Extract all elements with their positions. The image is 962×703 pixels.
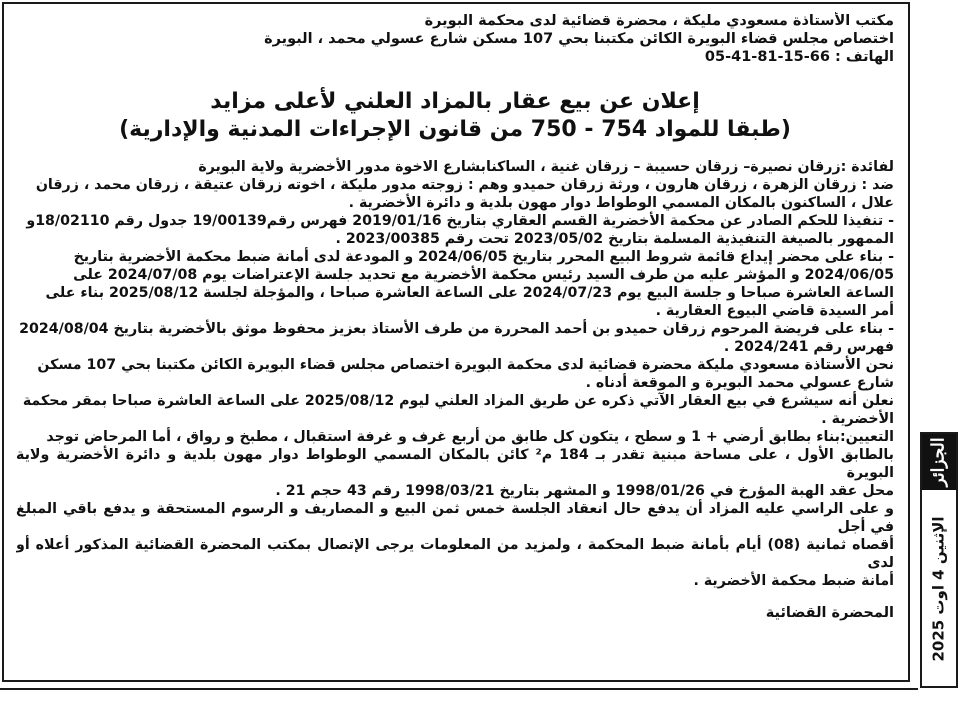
body-line: نحن الأستاذة مسعودي مليكة محضرة قضائية لدى محكمة البويرة اختصاص مجلس قضاء البويرة الكائن مكتبنا بحي 107 مسكن — [37, 357, 894, 373]
body-line: - بناء على محضر إيداع قائمة شروط البيع المحرر بتاريخ 2024/06/05 و المودعة لدى أمانة ضبط محكمة الأخضرية بتاريخ — [73, 249, 894, 265]
party-line: علال ، الساكنون بالمكان المسمي الوطواط دوار مهون بلدية و دائرة الأخضرية . — [348, 195, 894, 211]
body-line: أمر السيدة قاضي البيوع العقارية . — [655, 303, 894, 319]
party-line: لفائدة :زرقان نصيرة– زرقان حسيبة – زرقان غنية ، الساكنابشارع الاخوة مدور الأخضرية ولاية البويرة — [198, 159, 894, 175]
auction-notice — [2, 2, 910, 682]
body-line: التعيين:بناء بطابق أرضي + 1 و سطح ، يتكون كل طابق من أربع غرف و غرفة استقبال ، مطبخ و رواق ، أما المرحاض توجد — [46, 429, 894, 445]
body-line: نعلن أنه سيشرع في بيع العقار الآتي ذكره عن طريق المزاد العلني ليوم 2025/08/12 على الساعة العاشرة صباحا بمقر محكمة — [22, 393, 894, 409]
notice-title: إعلان عن بيع عقار بالمزاد العلني لأعلى مزايد — [210, 89, 700, 114]
office-header — [16, 12, 894, 66]
newspaper-side-strip — [920, 432, 958, 688]
notice-content — [16, 12, 894, 674]
body-line: الأخضرية . — [821, 411, 894, 427]
notice-titles — [16, 88, 894, 144]
body-line: فهرس رقم 2024/241 . — [723, 339, 894, 355]
party-line: ضد : زرقان الزهرة ، زرقان هارون ، ورثة زرقان حميدو وهم : زوجته مدور مليكة ، اخوته زرقان عتيقة ، زرقان محمد ، زرقان — [35, 177, 894, 193]
body-line: 2024/06/05 و المؤشر عليه من طرف السيد رئيس محكمة الأخضرية مع تحديد جلسة الإعتراضات يوم 2024/07/08 على — [73, 267, 894, 283]
newspaper-logo — [922, 434, 956, 490]
newspaper-logo-text: الجزائر — [929, 437, 949, 487]
body-line: شارع عسولي محمد البويرة و الموقعة أدناه . — [585, 375, 894, 391]
body-line: - بناء على فريضة المرحوم زرقان حميدو بن أحمد المحررة من طرف الأستاذ بعزيز محفوظ موثق بالأخضرية بتاريخ 2024/08/04 — [19, 321, 894, 337]
body-line: أمانة ضبط محكمة الأخضرية . — [693, 573, 894, 589]
office-name: مكتب الأستاذة مسعودي مليكة ، محضرة قضائية لدى محكمة البويرة — [424, 13, 894, 29]
body-line: و على الراسي عليه المزاد أن يدفع حال انعقاد الجلسة خمس ثمن البيع و المصاريف و الرسوم المستحقة و يدفع باقي المبلغ في أجل — [16, 501, 894, 535]
issue-date-text: الإثنين 4 اوت 2025 — [930, 516, 948, 662]
parties-section — [16, 158, 894, 212]
office-address: اختصاص مجلس قضاء البويرة الكائن مكتبنا بحي 107 مسكن شارع عسولي محمد ، البويرة — [264, 31, 894, 47]
notice-body — [16, 212, 894, 590]
body-line: محل عقد الهبة المؤرخ في 1998/01/26 و المشهر بتاريخ 1998/03/21 رقم 43 حجم 21 . — [275, 483, 894, 499]
notice-subtitle: (طبقا للمواد 754 - 750 من قانون الإجراءات المدنية والإدارية) — [119, 117, 791, 142]
body-line: أقصاه ثمانية (08) أيام بأمانة ضبط المحكمة ، ولمزيد من المعلومات يرجى الإتصال بمكتب المحضرة القضائية المذكور أعلاه أو لدى — [16, 537, 894, 571]
body-line: - تنفيذا للحكم الصادر عن محكمة الأخضرية القسم العقاري بتاريخ 2019/01/16 فهرس رقم19/00139 جدول رقم 18/02110و — [26, 213, 894, 229]
signature: المحضرة القضائية — [765, 605, 894, 621]
body-line: الساعة العاشرة صباحا و جلسة البيع يوم 2024/07/23 على الساعة العاشرة صباحا ، والمؤجلة لجلسة 2025/08/12 بناء على — [45, 285, 894, 301]
body-line: بالطابق الأول ، على مساحة مبنية تقدر بـ 184 م² كائن بالمكان المسمي الوطواط دوار مهون بلدية و دائرة الأخضرية ولاية البويرة — [16, 447, 894, 481]
office-phone: الهاتف : 66-15-81-41-05 — [704, 49, 894, 65]
issue-date — [922, 494, 956, 684]
body-line: الممهور بالصيغة التنفيذية المسلمة بتاريخ 2023/05/02 تحت رقم 2023/00385 . — [335, 231, 894, 247]
bottom-divider — [0, 688, 918, 690]
